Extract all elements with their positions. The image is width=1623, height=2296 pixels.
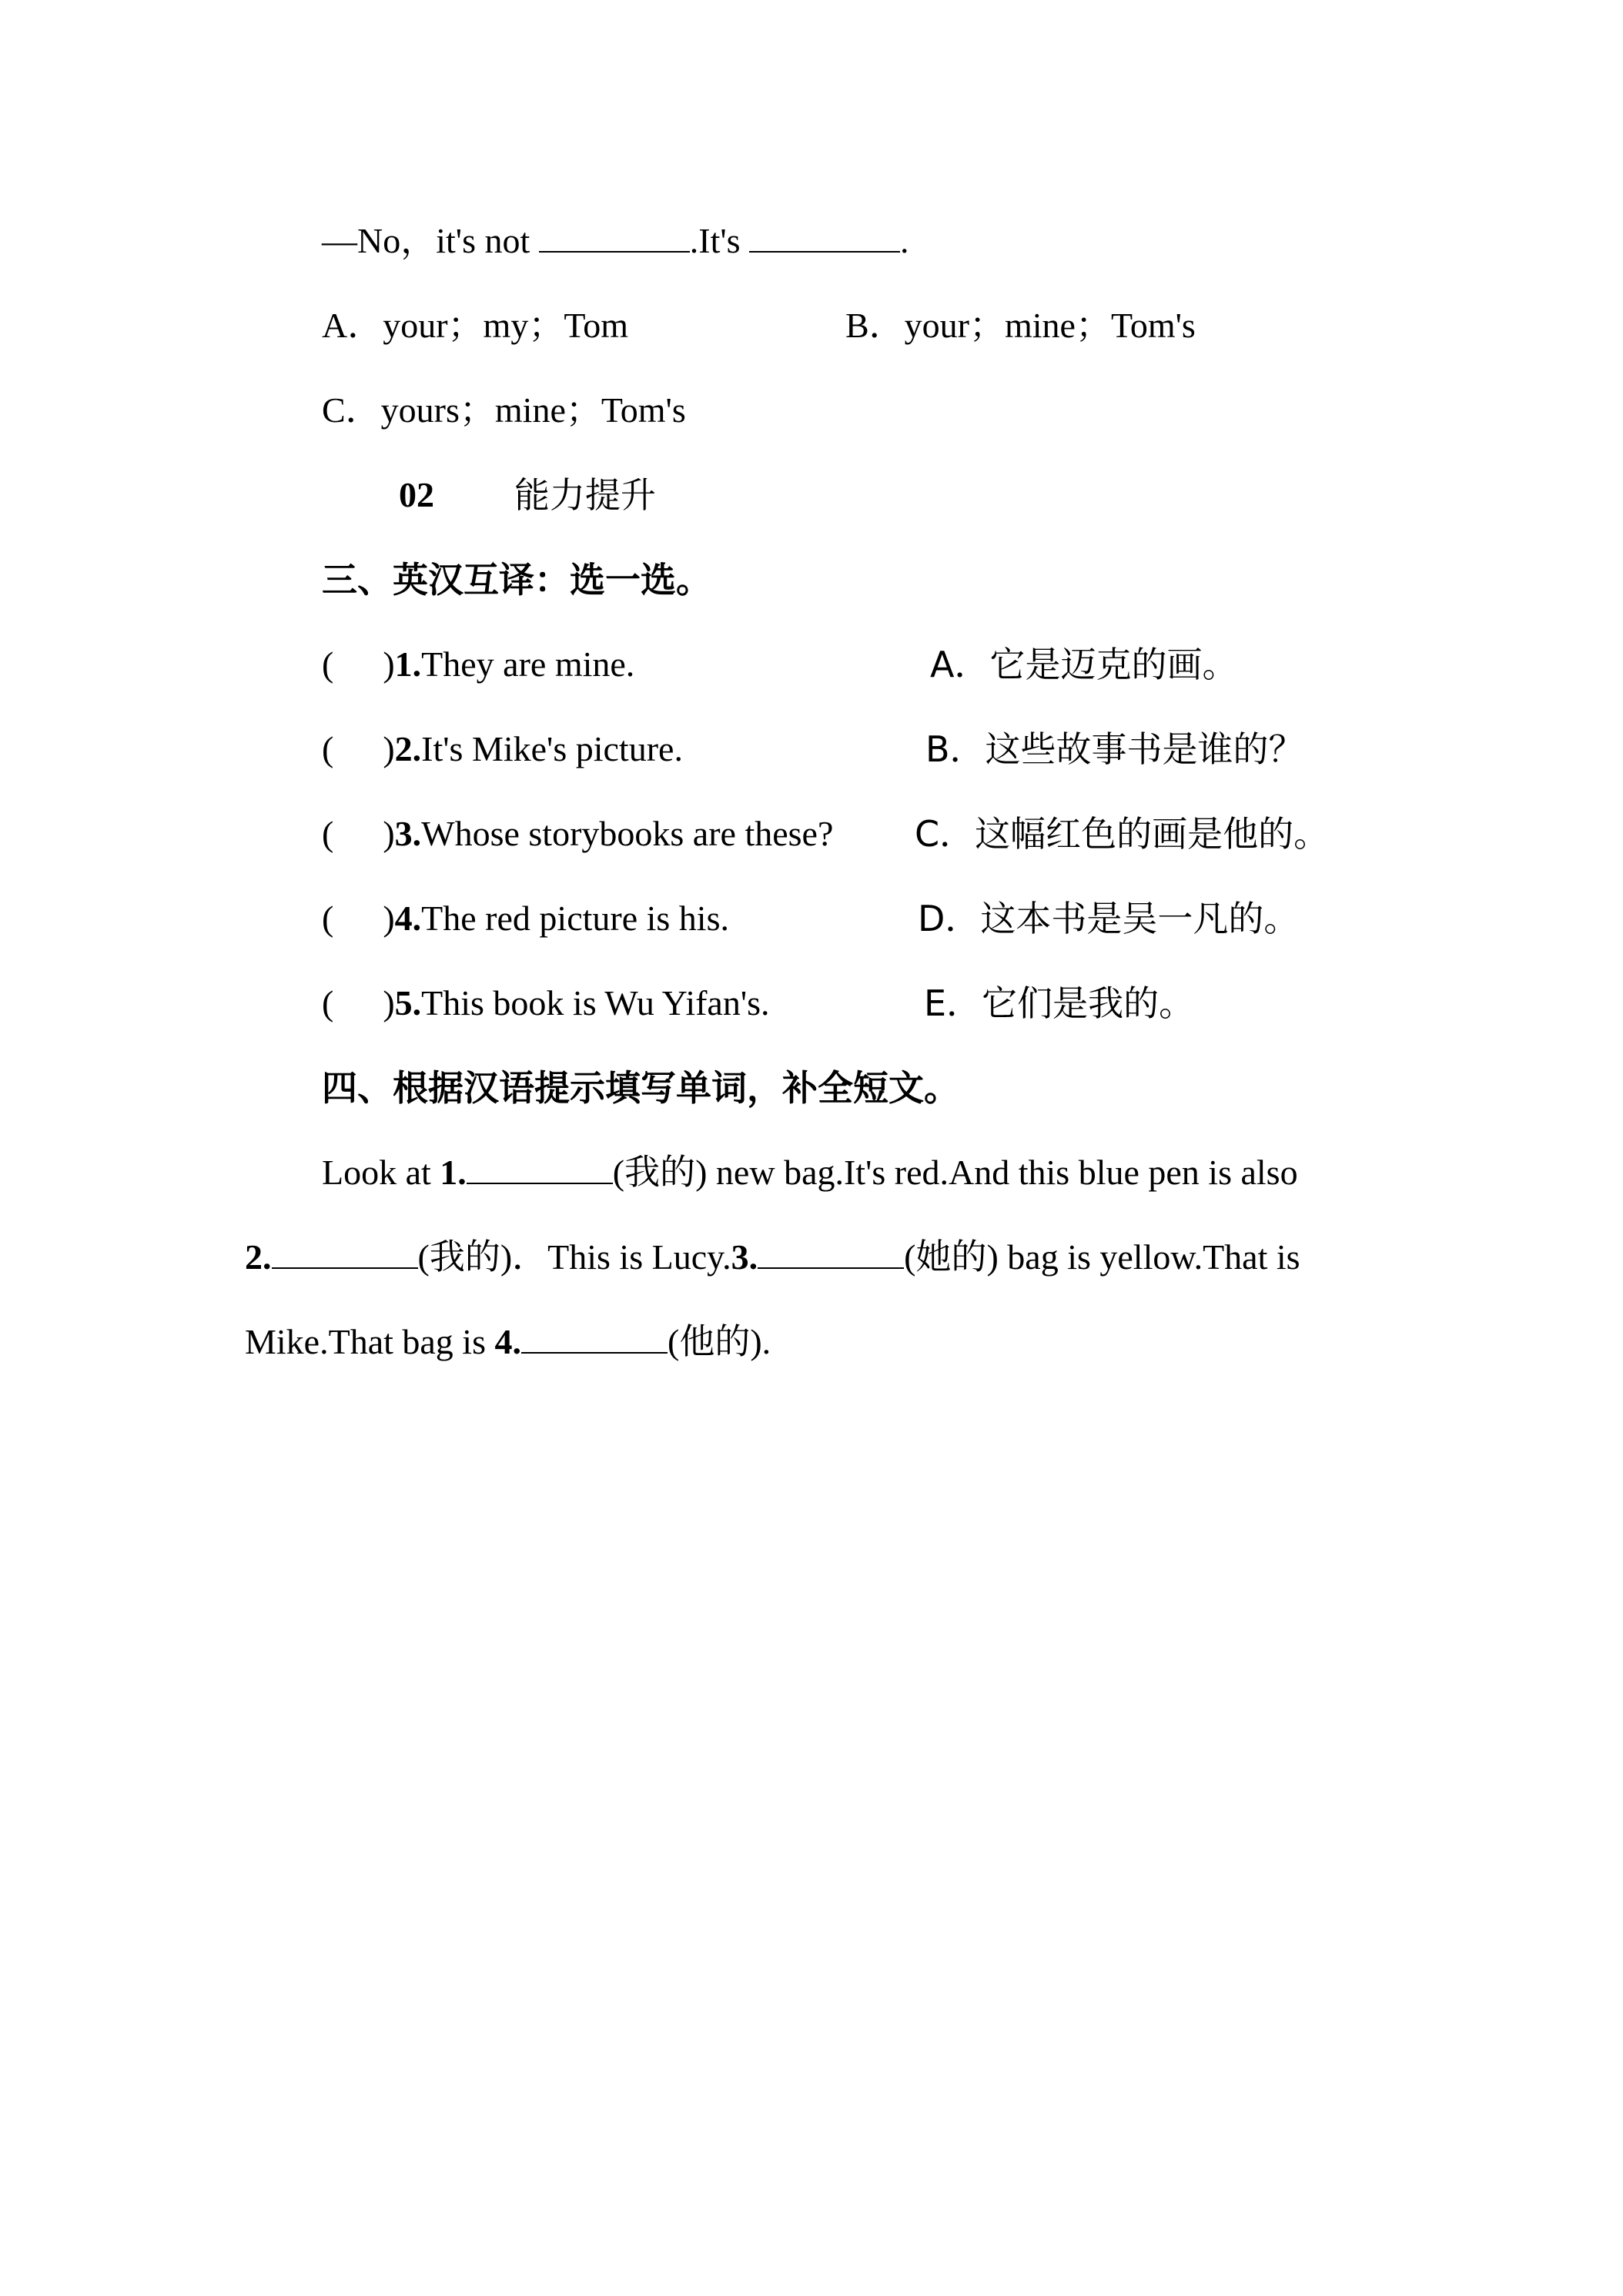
passage-text: (他的). — [668, 1322, 771, 1361]
passage-line-1 — [322, 1150, 1298, 1196]
paren-close: ) — [383, 983, 395, 1022]
english-sentence: The red picture is his. — [421, 899, 729, 938]
paren-open: ( — [322, 644, 334, 684]
passage-line-3 — [245, 1319, 771, 1365]
section-title: 能力提升 — [514, 474, 656, 516]
paren-close: ) — [383, 644, 395, 684]
answer-blank[interactable] — [749, 220, 900, 253]
paren-open: ( — [322, 983, 334, 1022]
item-number: 2. — [394, 729, 422, 768]
passage-text: (她的) bag is yellow.That is — [904, 1237, 1300, 1277]
chinese-option-c: C．这幅红色的画是他的。 — [915, 813, 1330, 855]
chinese-option-e: E．它们是我的。 — [924, 982, 1195, 1024]
fill-blank-3[interactable] — [758, 1237, 904, 1269]
part3-title: 三、英汉互译：选一选。 — [322, 559, 711, 601]
fill-blank-4[interactable] — [521, 1321, 668, 1354]
english-sentence: It's Mike's picture. — [421, 729, 683, 768]
option-c: C．yours；mine；Tom's — [322, 390, 686, 430]
fill-blank-2[interactable] — [272, 1237, 418, 1269]
passage-text: Mike.That bag is — [245, 1322, 486, 1361]
item-number: 5. — [394, 983, 422, 1022]
paren-close: ) — [383, 729, 395, 768]
paren-open: ( — [322, 729, 334, 768]
item-number: 4. — [394, 899, 422, 938]
reply-end-text: . — [900, 221, 909, 260]
question-reply-line — [322, 218, 909, 264]
paren-open: ( — [322, 814, 334, 853]
item-number: 3. — [394, 814, 422, 853]
chinese-option-b: B．这些故事书是谁的？ — [925, 728, 1304, 770]
fill-blank-1[interactable] — [467, 1152, 613, 1184]
passage-line-2 — [245, 1234, 1300, 1280]
match-row-1 — [322, 641, 634, 688]
match-row-5 — [322, 980, 770, 1026]
part4-title: 四、根据汉语提示填写单词，补全短文。 — [322, 1067, 959, 1109]
section-number: 02 — [399, 475, 434, 514]
blank-number: 3. — [731, 1237, 758, 1277]
paren-close: ) — [383, 899, 395, 938]
passage-text: Look at — [322, 1153, 431, 1192]
item-number: 1. — [394, 644, 422, 684]
match-row-4 — [322, 895, 729, 942]
reply-middle-text: .It's — [689, 221, 741, 260]
match-row-2 — [322, 726, 683, 772]
paren-open: ( — [322, 899, 334, 938]
english-sentence: They are mine. — [421, 644, 635, 684]
option-a: A．your；my；Tom — [322, 306, 628, 345]
english-sentence: This book is Wu Yifan's. — [421, 983, 770, 1022]
match-row-3 — [322, 811, 833, 857]
blank-number: 2. — [245, 1237, 272, 1277]
blank-number: 4. — [494, 1322, 521, 1361]
blank-number: 1. — [440, 1153, 467, 1192]
paren-close: ) — [383, 814, 395, 853]
english-sentence: Whose storybooks are these? — [421, 814, 834, 853]
answer-blank[interactable] — [539, 220, 690, 253]
option-b: B．your；mine；Tom's — [845, 306, 1196, 345]
reply-text: —No，it's not — [322, 221, 530, 260]
chinese-option-d: D．这本书是吴一凡的。 — [918, 898, 1300, 939]
passage-text: (我的)．This is Lucy. — [417, 1237, 731, 1277]
passage-text: (我的) new bag.It's red.And this blue pen is also — [612, 1153, 1298, 1192]
chinese-option-a: A．它是迈克的画。 — [930, 644, 1238, 685]
